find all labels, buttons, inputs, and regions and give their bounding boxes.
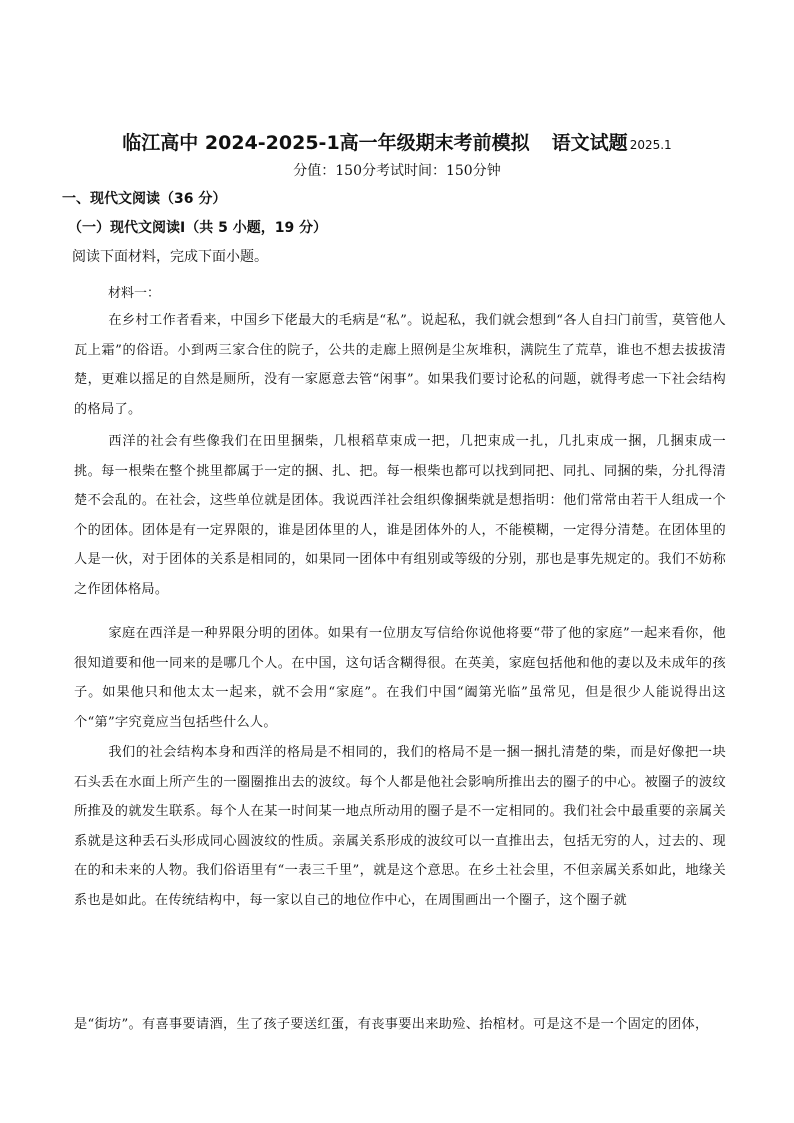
reading-instruction: 阅读下面材料，完成下面小题。 [72, 249, 268, 265]
section-heading-reading-one: （一）现代文阅读Ⅰ（共 5 小题，19 分） [68, 220, 328, 236]
material-label: 材料一： [108, 286, 161, 301]
paragraph-4: 我们的社会结构本身和西洋的格局是不相同的，我们的格局不是一捆一捆扎清楚的柴，而是好像把一块石头丢在水面上所产生的一圈圈推出去的波纹。每个人都是他社会影响所推出去的圈子的中心。被圈子的波纹所推及的就发生联系。每个人在某一时间某一地点所动用的圈子是不一定相同的。我们社会中最重要的亲属关系就是这种丢石头形成同心圆波纹的性质。亲属关系形成的波纹可以一直推出去，包括无穷的人，过去的、现在的和未来的人物。我们俗语里有“一表三千里”，就是这个意思。在乡土社会里，不但亲属关系如此，地缘关系也是如此。在传统结构中，每一家以自己的地位作中心，在周围画出一个圈子，这个圈子就 [74, 745, 726, 908]
paragraph-2: 西洋的社会有些像我们在田里捆柴，几根稻草束成一把，几把束成一扎，几扎束成一捆，几捆束成一挑。每一根柴在整个挑里都属于一定的捆、扎、把。每一根柴也都可以找到同把、同扎、同捆的柴，分扎得清楚不会乱的。在社会，这些单位就是团体。我说西洋社会组织像捆柴就是想指明：他们常常由若干人组成一个个的团体。团体是有一定界限的，谁是团体里的人，谁是团体外的人，不能模糊，一定得分清楚。在团体里的人是一伙，对于团体的关系是相同的，如果同一团体中有组别或等级的分别，那也是事先规定的。我们不妨称之作团体格局。 [74, 434, 726, 597]
paragraph-continuation: 是“街坊”。有喜事要请酒，生了孩子要送红蛋，有丧事要出来助殓、抬棺材。可是这不是一个固定的团体， [74, 1017, 709, 1032]
section-heading-part-one: 一、现代文阅读（36 分） [62, 191, 227, 207]
title-main: 临江高中 2024-2025-1高一年级期末考前模拟 [122, 132, 530, 154]
exam-title [0, 128, 794, 155]
paragraph-1: 在乡村工作者看来，中国乡下佬最大的毛病是“私”。说起私，我们就会想到“各人自扫门前雪，莫管他人瓦上霜”的俗语。小到两三家合住的院子，公共的走廊上照例是尘灰堆积，满院生了荒草，谁也不想去拔拔清楚，更难以摇足的自然是厕所，没有一家愿意去管“闲事”。如果我们要讨论私的问题，就得考虑一下社会结构的格局了。 [74, 313, 726, 417]
title-date: 2025.1 [629, 138, 672, 152]
title-subject: 语文试题 [551, 132, 628, 154]
exam-subtitle: 分值：150分考试时间：150分钟 [293, 163, 501, 179]
paragraph-3: 家庭在西洋是一种界限分明的团体。如果有一位朋友写信给你说他将要“带了他的家庭”一起来看你，他很知道要和他一同来的是哪几个人。在中国，这句话含糊得很。在英美，家庭包括他和他的妻以及未成年的孩子。如果他只和他太太一起来，就不会用“家庭”。在我们中国“阖第光临”虽常见，但是很少人能说得出这个“第”字究竟应当包括些什么人。 [74, 626, 726, 730]
